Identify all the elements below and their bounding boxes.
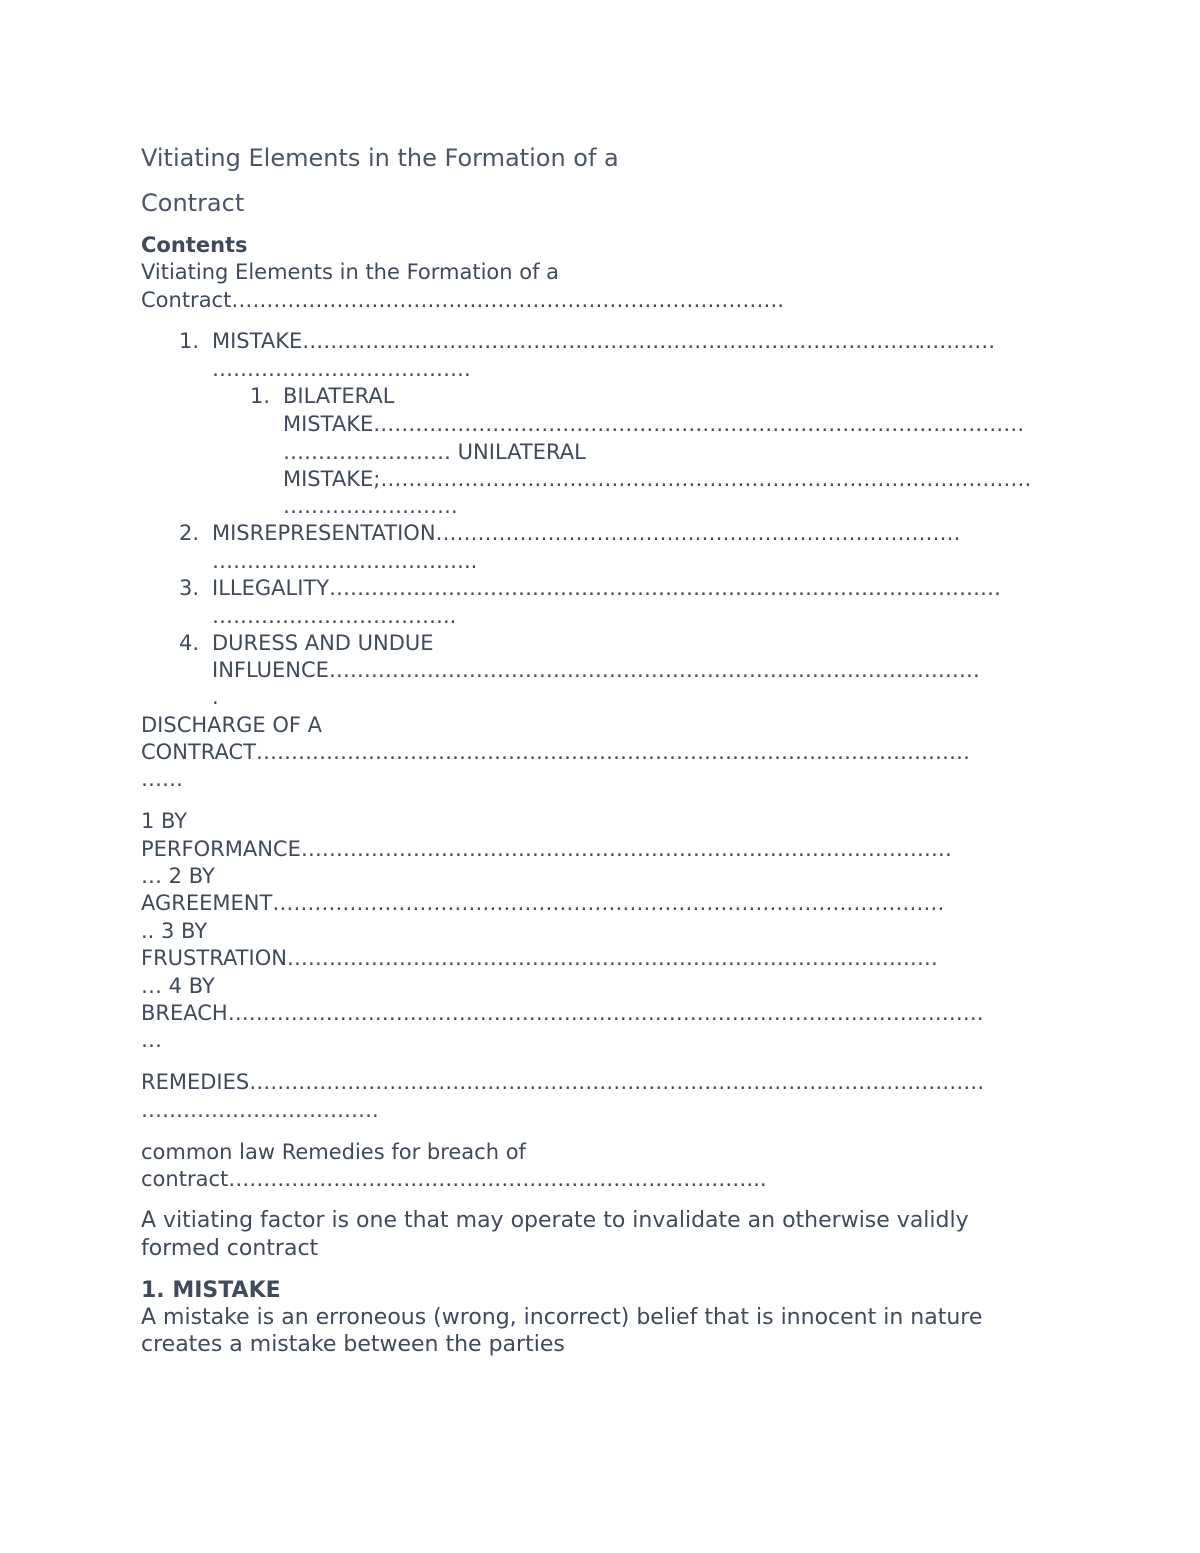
section1-line2: creates a mistake between the parties	[141, 1332, 565, 1357]
toc-item4-line2[interactable]: INFLUENCE…………………………………………………………………………………	[212, 658, 980, 682]
toc-sub1-line3[interactable]: …………………… UNILATERAL	[283, 440, 586, 464]
toc-sub1-line1[interactable]: BILATERAL	[283, 384, 395, 408]
toc-item3-line1[interactable]: ILLEGALITY……………………………………………………………………………………	[212, 576, 1002, 600]
toc-item2-line1[interactable]: MISREPRESENTATION…………………………………………………………………	[212, 521, 961, 545]
doc-title-line2: Contract	[141, 189, 245, 217]
toc-remedies-line2[interactable]: …………………………….	[141, 1098, 379, 1122]
section1-heading: 1. MISTAKE	[141, 1278, 281, 1303]
toc-by-line4[interactable]: AGREEMENT……………………………………………………………………………………	[141, 891, 945, 915]
toc-sub1-line4[interactable]: MISTAKE;…………………………………………………………………………………	[283, 467, 1032, 491]
toc-by-line3[interactable]: … 2 BY	[141, 864, 215, 888]
intro-line2: formed contract	[141, 1236, 319, 1261]
toc-by-line9[interactable]: …	[141, 1028, 162, 1052]
toc-item2-number: 2.	[178, 521, 199, 545]
toc-discharge-line2[interactable]: CONTRACT…………………………………………………………………………………………	[141, 740, 970, 764]
toc-item4-line1[interactable]: DURESS AND UNDUE	[212, 631, 434, 655]
contents-heading: Contents	[141, 233, 248, 257]
toc-item4-number: 4.	[178, 631, 199, 655]
toc-item3-line2[interactable]: ……………………………..	[212, 604, 457, 628]
toc-main-line2[interactable]: Contract…………………………………………………………………….	[141, 288, 785, 312]
toc-item4-line3[interactable]: .	[212, 685, 219, 709]
toc-by-line5[interactable]: .. 3 BY	[141, 919, 208, 943]
toc-common-line2[interactable]: contract…………………………………………………………………..	[141, 1167, 767, 1191]
toc-sub1-line5[interactable]: …………………….	[283, 494, 458, 518]
toc-item1-number: 1.	[178, 329, 199, 353]
toc-discharge-line3[interactable]: ……	[141, 767, 183, 791]
toc-discharge-line1[interactable]: DISCHARGE OF A	[141, 713, 322, 737]
section1-line1: A mistake is an erroneous (wrong, incorrect) belief that is innocent in nature	[141, 1305, 983, 1330]
toc-remedies-line1[interactable]: REMEDIES……………………………………………………………………………………………	[141, 1070, 985, 1094]
toc-by-line2[interactable]: PERFORMANCE…………………………………………………………………………………	[141, 837, 952, 861]
toc-by-line1[interactable]: 1 BY	[141, 809, 188, 833]
toc-sub1-number: 1.	[249, 384, 270, 408]
toc-item2-line2[interactable]: ………………………………..	[212, 549, 478, 573]
doc-title-line1: Vitiating Elements in the Formation of a	[141, 144, 619, 172]
toc-by-line8[interactable]: BREACH………………………………………………………………………………………………	[141, 1001, 984, 1025]
toc-item3-number: 3.	[178, 576, 199, 600]
toc-sub1-line2[interactable]: MISTAKE…………………………………………………………………………………	[283, 412, 1025, 436]
toc-item1-line2[interactable]: ……………………………….	[212, 357, 471, 381]
toc-by-line7[interactable]: … 4 BY	[141, 974, 215, 998]
toc-item1-line1[interactable]: MISTAKE………………………………………………………………………………………	[212, 329, 996, 353]
intro-line1: A vitiating factor is one that may operate to invalidate an otherwise validly	[141, 1208, 969, 1233]
toc-by-line6[interactable]: FRUSTRATION…………………………………………………………………………………	[141, 946, 938, 970]
toc-main-line1[interactable]: Vitiating Elements in the Formation of a	[141, 260, 560, 284]
toc-common-line1[interactable]: common law Remedies for breach of	[141, 1140, 526, 1164]
